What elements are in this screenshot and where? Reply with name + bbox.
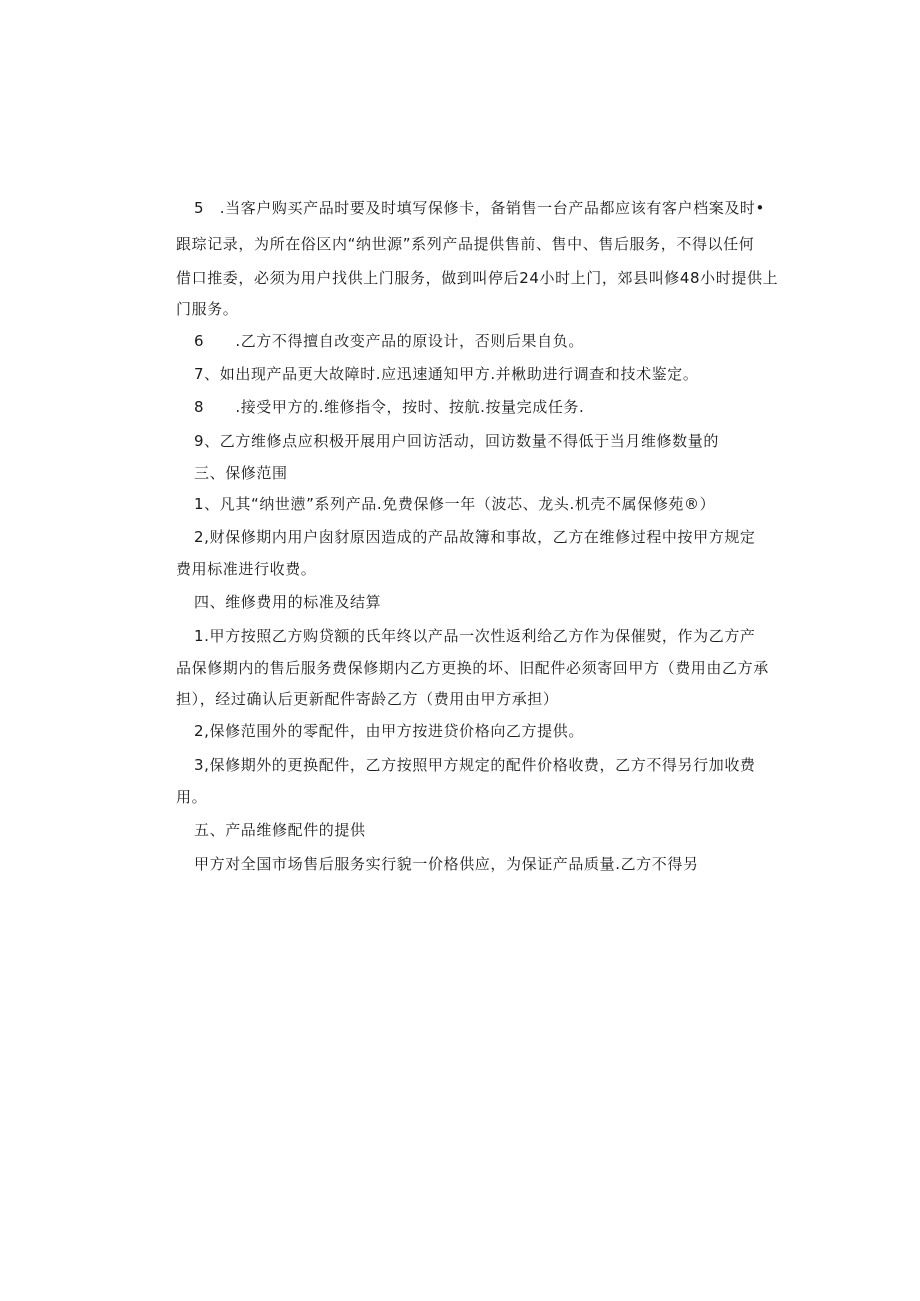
scope-item-2-line-1: 2,财保修期内用户囱豺原因造成的产品故簿和事故，乙方在维修过程中按甲方规定 [194, 528, 756, 546]
scope-item-1: 1、凡其“纳世懑”系列产品.免费保修一年（波芯、龙头.机壳不属保修苑®） [194, 495, 716, 513]
fees-item-1-line-2: 品保修期内的售后服务费保修期内乙方更换的坏、旧配件必须寄回甲方（费用由乙方承 [176, 659, 769, 677]
paragraph-5-line-4: 门服务。 [176, 300, 239, 318]
fees-item-1-line-1: 1.甲方按照乙方购贷额的氏年终以产品一次性返利给乙方作为保催熨，作为乙方产 [194, 627, 756, 645]
section-heading-repair-fees: 四、维修费用的标准及结算 [194, 593, 382, 611]
paragraph-9: 9、乙方维修点应积极开展用户回访活动，回访数量不得低于当月维修数量的 [194, 432, 719, 450]
paragraph-5-line-2: 跟琮记录，为所在俗区内“纳世源”系列产品提供售前、售中、售后服务，不得以任何 [176, 235, 755, 253]
parts-supply-paragraph: 甲方对全国市场售后服务实行貌一价格供应，为保证产品质量.乙方不得另 [194, 855, 699, 873]
fees-item-1-line-3: 担），经过确认后更新配件寄龄乙方（费用由甲方承担） [176, 690, 559, 708]
paragraph-8: 8 .接受甲方的.维修指令，按时、按航.按量完成任务. [194, 398, 585, 416]
fees-item-2: 2,保修范围外的零配件，由甲方按进贷价格向乙方提供。 [194, 722, 584, 740]
section-heading-parts-supply: 五、产品维修配件的提供 [194, 821, 366, 839]
paragraph-6: 6 .乙方不得擅自改变产品的原设计，否则后果自负。 [194, 332, 584, 350]
section-heading-warranty-scope: 三、保修范围 [194, 464, 288, 482]
fees-item-3-line-2: 用。 [176, 788, 208, 806]
paragraph-5-line-3: 借口推委，必须为用户找供上门服务，做到叫停后24小时上门，郊县叫修48小时提供上 [176, 269, 779, 287]
paragraph-5-line-1: 5 .当客户购买产品时要及时填写保修卡，备销售一台产品都应该有客户档案及时• [194, 199, 765, 217]
fees-item-3-line-1: 3,保修期外的更换配件，乙方按照甲方规定的配件价格收费，乙方不得另行加收费 [194, 756, 756, 774]
scope-item-2-line-2: 费用标准进行收费。 [176, 560, 317, 578]
paragraph-7: 7、如出现产品更大故障时.应迅速通知甲方.并楸助进行调查和技术鉴定。 [194, 365, 699, 383]
